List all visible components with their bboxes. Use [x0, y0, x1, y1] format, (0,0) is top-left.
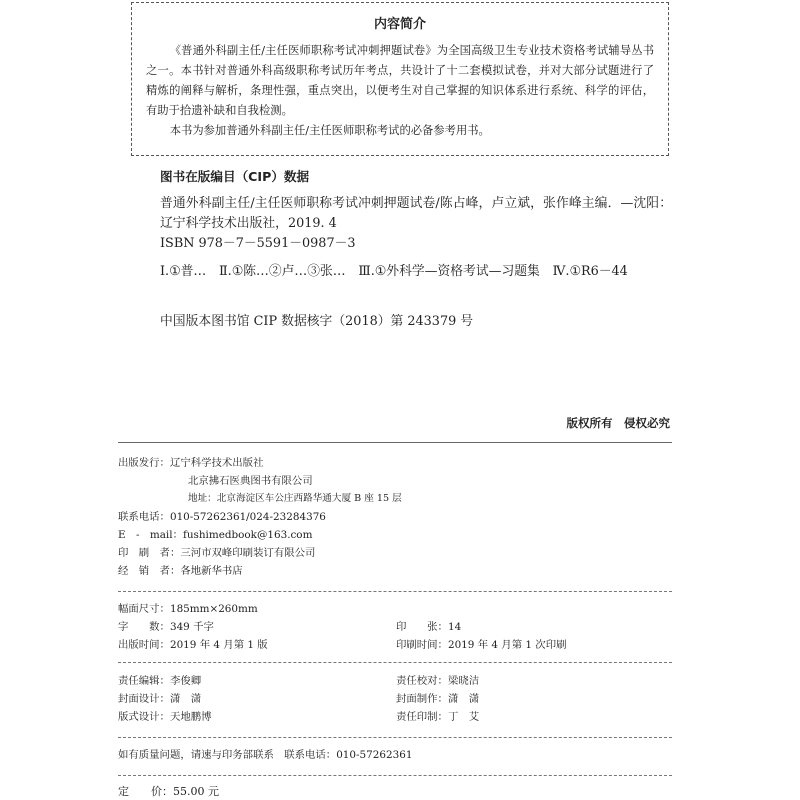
co-publisher: 北京拂石医典图书有限公司 [188, 475, 313, 487]
printdate-label: 印刷时间： [396, 639, 448, 651]
phone-label: 联系电话： [118, 511, 170, 523]
cover-design-value: 潇 潇 [169, 693, 202, 705]
size-label: 幅面尺寸： [118, 603, 170, 615]
copyright-notice: 版权所有 侵权必究 [566, 416, 670, 430]
sheets-row [396, 619, 461, 635]
printdate-value: 2019 年 4 月第 1 次印刷 [447, 639, 567, 651]
intro-title: 内容简介 [373, 17, 426, 32]
size-value: 185mm×260mm [169, 603, 258, 615]
print-resp-value: 丁 艾 [447, 711, 480, 723]
cip-core-number: 中国版本图书馆 CIP 数据核字（2018）第 243379 号 [160, 314, 474, 329]
cover-make-row [396, 691, 479, 707]
words-row [118, 619, 214, 635]
sheets-value: 14 [447, 621, 462, 633]
cover-make-label: 封面制作： [396, 693, 448, 705]
editor-row [118, 673, 201, 689]
proof-label: 责任校对： [396, 675, 448, 687]
layout-label: 版式设计： [118, 711, 170, 723]
divider [118, 662, 672, 663]
publisher-address: 地址：北京海淀区车公庄西路华通大厦 B 座 15 层 [188, 493, 402, 504]
email-row [118, 527, 312, 543]
printer-label: 印 刷 者： [118, 547, 181, 559]
publisher-name: 辽宁科学技术出版社 [169, 457, 264, 469]
phone-value: 010-57262361/024-23284376 [169, 511, 326, 523]
phone-row [118, 509, 326, 525]
pubdate-value: 2019 年 4 月第 1 版 [169, 639, 268, 651]
email-label: E - mail： [118, 529, 183, 541]
cip-title-line: 普通外科副主任/主任医师职称考试冲刺押题试卷/陈占峰，卢立斌，张作峰主编．—沈阳：辽宁科学技术出版社，2019. 4 [160, 196, 672, 231]
distributor-row [118, 563, 243, 579]
divider [118, 737, 672, 738]
cover-design-row [118, 691, 201, 707]
print-resp-row [396, 709, 479, 725]
email-value: fushimedbook@163.com [182, 529, 313, 541]
intro-paragraph-2: 本书为参加普通外科副主任/主任医师职称考试的必备参考用书。 [169, 124, 490, 137]
proof-value: 梁晓洁 [447, 675, 480, 687]
intro-box [131, 2, 669, 156]
distributor-label: 经 销 者： [118, 565, 181, 577]
cover-design-label: 封面设计： [118, 693, 170, 705]
printdate-row [396, 637, 566, 653]
print-resp-label: 责任印制： [396, 711, 448, 723]
divider [118, 591, 672, 592]
cip-classification-text: Ⅰ.①普… Ⅱ.①陈…②卢…③张… Ⅲ.①外科学—资格考试—习题集 Ⅳ.①R6－44 [160, 264, 628, 279]
price-label: 定 价： [118, 785, 173, 798]
cover-make-value: 潇 潇 [447, 693, 480, 705]
pubdate-label: 出版时间： [118, 639, 170, 651]
price-row [118, 784, 219, 800]
size-row [118, 601, 258, 617]
editor-value: 李俊卿 [169, 675, 202, 687]
divider [118, 775, 672, 776]
publisher-label: 出版发行： [118, 457, 170, 469]
cip-classification [143, 262, 673, 282]
pubdate-row [118, 637, 268, 653]
distributor-value: 各地新华书店 [180, 565, 243, 577]
editor-label: 责任编辑： [118, 675, 170, 687]
printer-row [118, 545, 315, 561]
divider [118, 442, 672, 443]
sheets-label: 印 张： [396, 621, 448, 633]
quality-note: 如有质量问题，请速与印务部联系 联系电话：010-57262361 [118, 749, 413, 761]
words-value: 349 千字 [169, 621, 214, 633]
cip-heading: 图书在版编目（CIP）数据 [160, 169, 310, 184]
intro-text [146, 41, 654, 141]
proof-row [396, 673, 479, 689]
printer-value: 三河市双峰印刷装订有限公司 [180, 547, 316, 559]
layout-row [118, 709, 212, 725]
publisher-row [118, 455, 263, 471]
layout-value: 天地鹏博 [169, 711, 212, 723]
intro-paragraph-1: 《普通外科副主任/主任医师职称考试冲刺押题试卷》为全国高级卫生专业技术资格考试辅导丛书之一。本书针对普通外科高级职称考试历年考点，共设计了十二套模拟试卷，并对大部分试题进行了精炼的阐释与解析，条理性强，重点突出，以便考生对自己掌握的知识体系进行系统、科学的评估，有助于拾遗补缺和自我检测。 [146, 44, 654, 117]
price-value: 55.00 元 [173, 785, 219, 798]
cip-isbn: ISBN 978－7－5591－0987－3 [160, 236, 356, 251]
words-label: 字 数： [118, 621, 170, 633]
